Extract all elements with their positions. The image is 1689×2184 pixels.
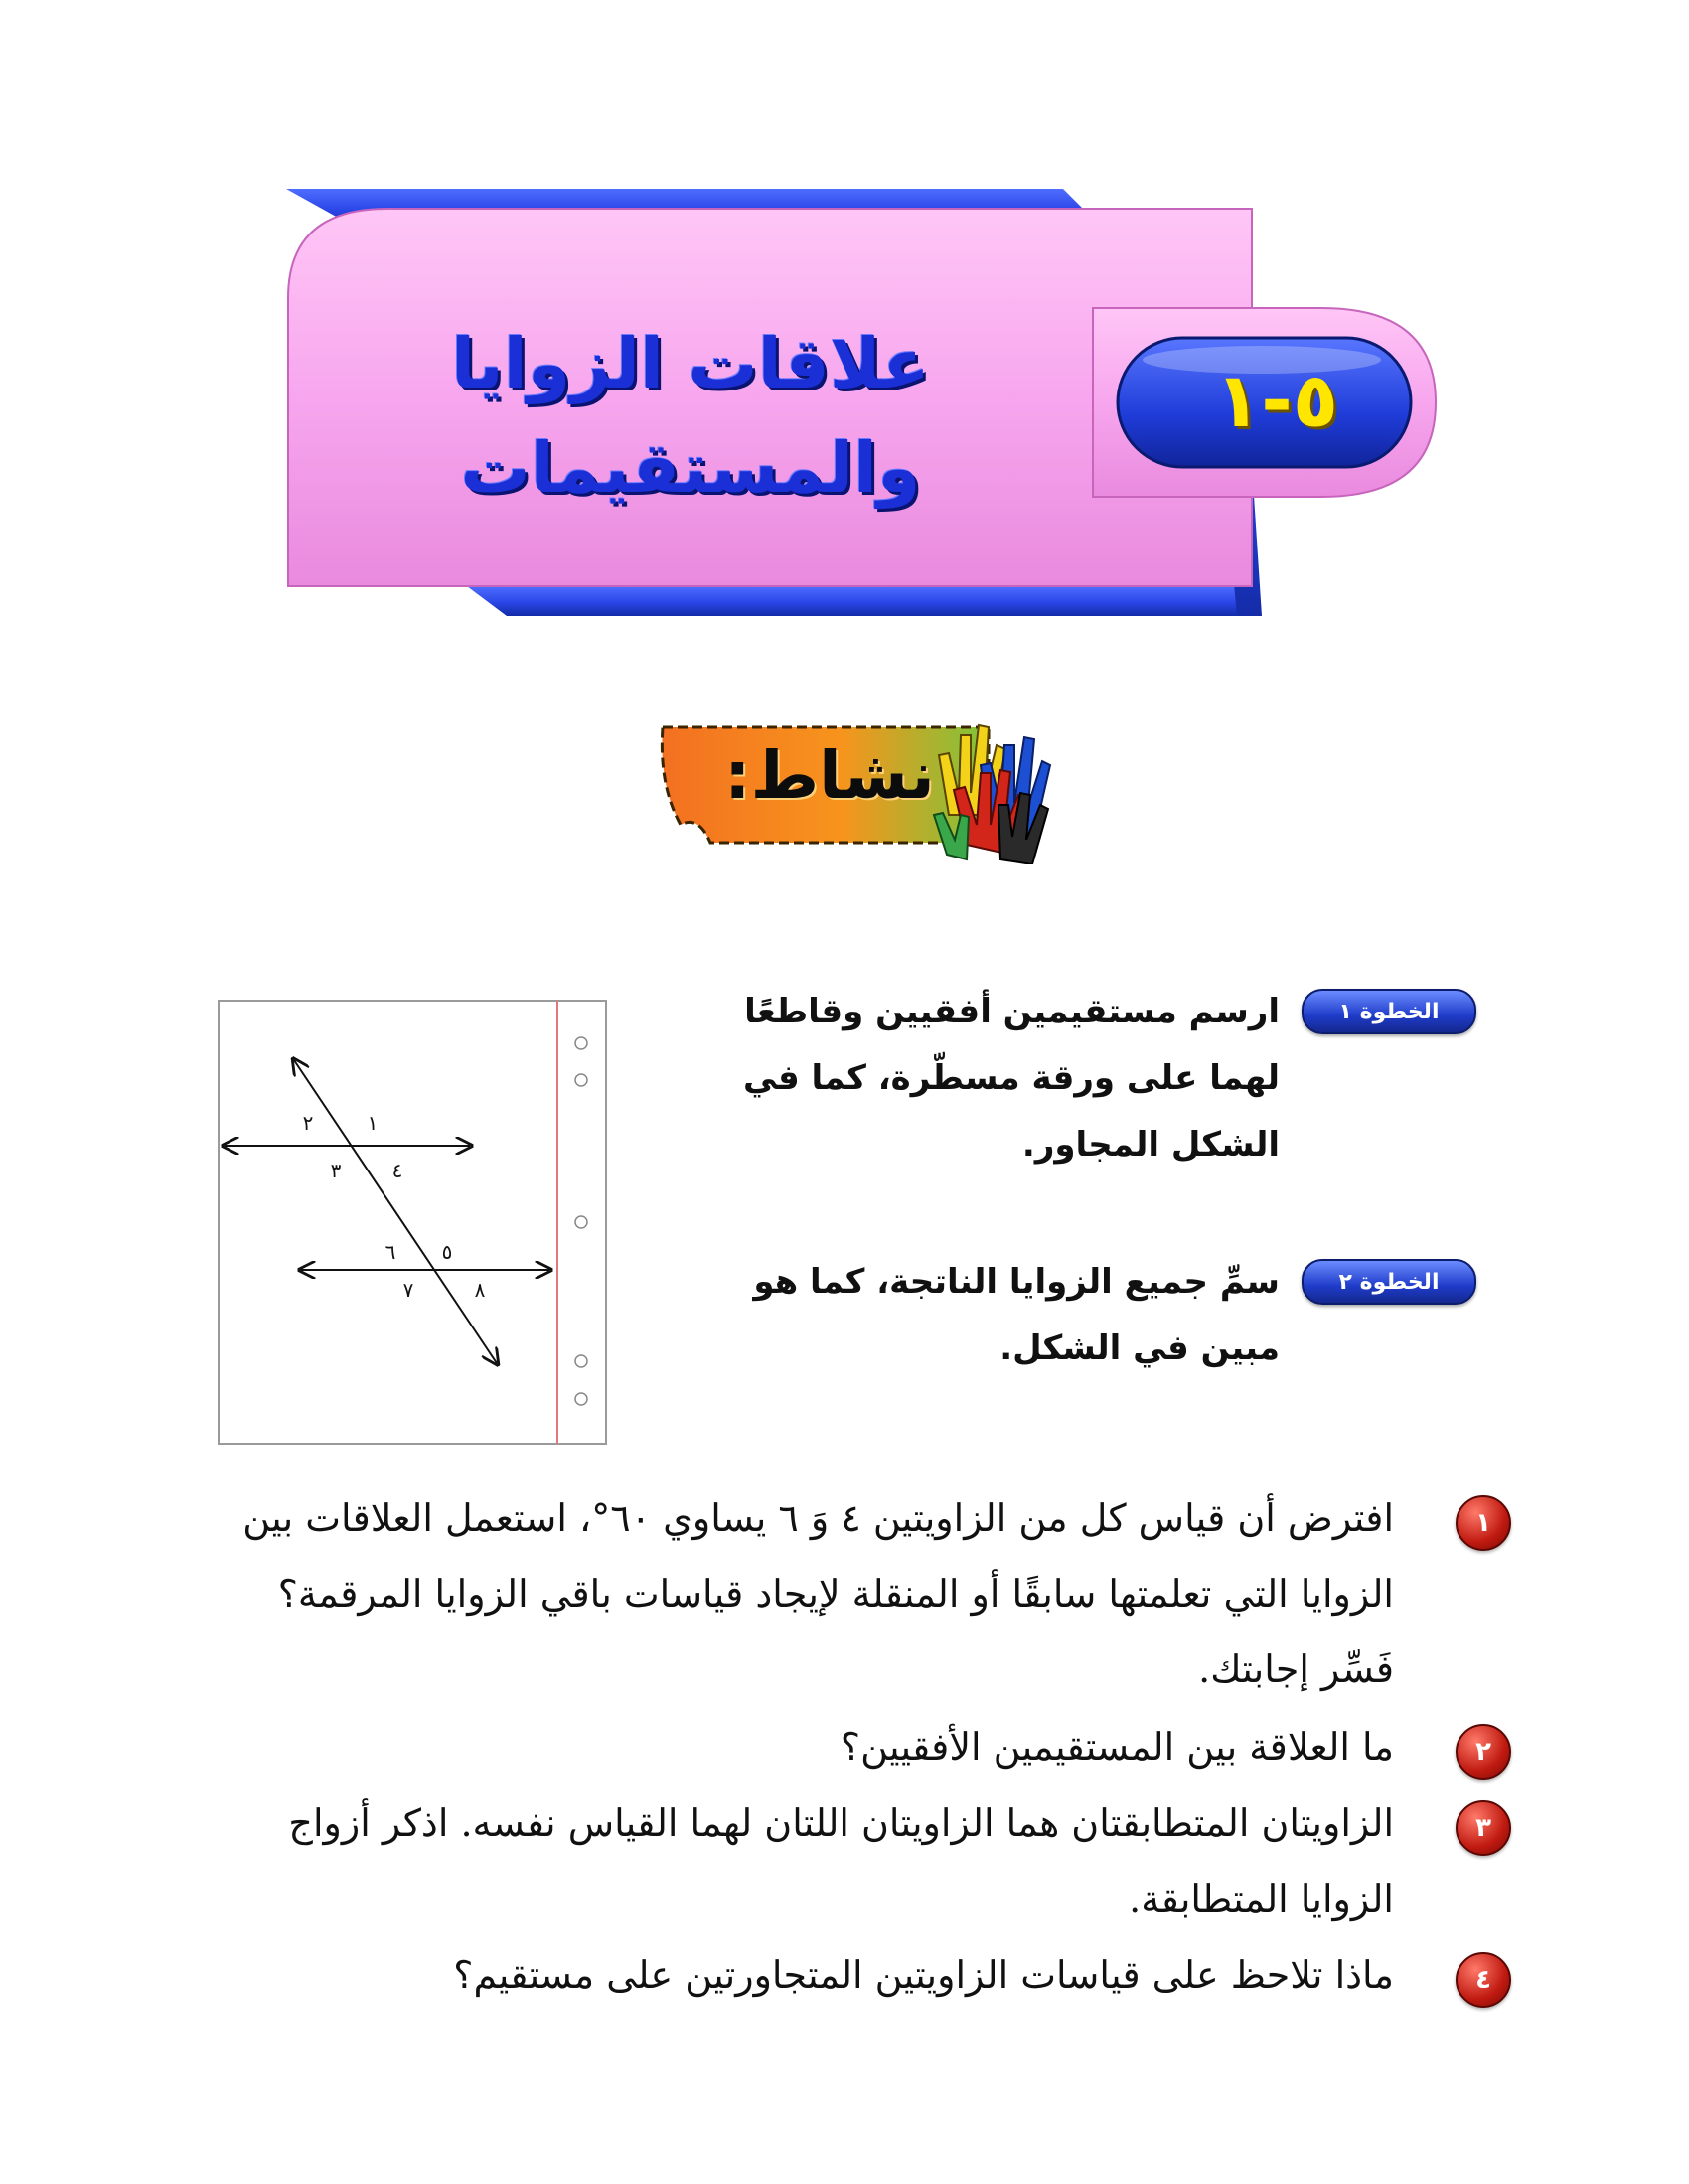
angle-label-1: ١: [367, 1111, 379, 1135]
activity-label: نشاط:: [724, 736, 935, 814]
step-1-badge: الخطوة ١: [1302, 989, 1476, 1034]
question-2-number-icon: ٢: [1456, 1724, 1511, 1780]
step-2-badge: الخطوة ٢: [1302, 1259, 1476, 1305]
lesson-number: ٥-١: [1214, 355, 1339, 444]
question-3-text: الزاويتان المتطابقتان هما الزاويتان اللتان لهما القياس نفسه. اذكر أزواج الزوايا المتطابقة.: [288, 1801, 1394, 1921]
question-1-text: افترض أن قياس كل من الزاويتين ٤ وَ ٦ يساوي ٦٠°، استعمل العلاقات بين الزوايا التي تعلمتها سابقًا أو المنقلة لإيجاد قياسات باقي الزوايا المرقمة؟ فَسِّر إجابتك.: [242, 1496, 1394, 1691]
question-3-number-icon: ٣: [1456, 1800, 1511, 1856]
angle-label-5: ٥: [441, 1240, 453, 1264]
angle-label-6: ٦: [384, 1240, 396, 1264]
step-1-text: ارسم مستقيمين أفقيين وقاطعًا لهما على ورقة مسطّرة، كما في الشكل المجاور.: [743, 992, 1280, 1165]
angle-label-8: ٨: [474, 1278, 486, 1302]
lesson-title-line2: والمستقيمات: [460, 427, 921, 509]
parallel-lines-transversal-figure: [217, 999, 609, 1448]
step-2-text: سمِّ جميع الزوايا الناتجة، كما هو مبين في الشكل.: [753, 1262, 1280, 1368]
question-4-number-icon: ٤: [1456, 1952, 1511, 2008]
question-1-number-icon: ١: [1456, 1495, 1511, 1551]
angle-label-7: ٧: [402, 1278, 414, 1302]
lesson-title-line1: علاقات الزوايا: [451, 323, 930, 404]
question-2-text: ما العلاقة بين المستقيمين الأفقيين؟: [840, 1725, 1394, 1769]
angle-label-3: ٣: [330, 1159, 342, 1182]
angle-label-2: ٢: [302, 1111, 314, 1135]
angle-label-4: ٤: [391, 1159, 403, 1182]
question-4-text: ماذا تلاحظ على قياسات الزاويتين المتجاورتين على مستقيم؟: [453, 1953, 1394, 1997]
